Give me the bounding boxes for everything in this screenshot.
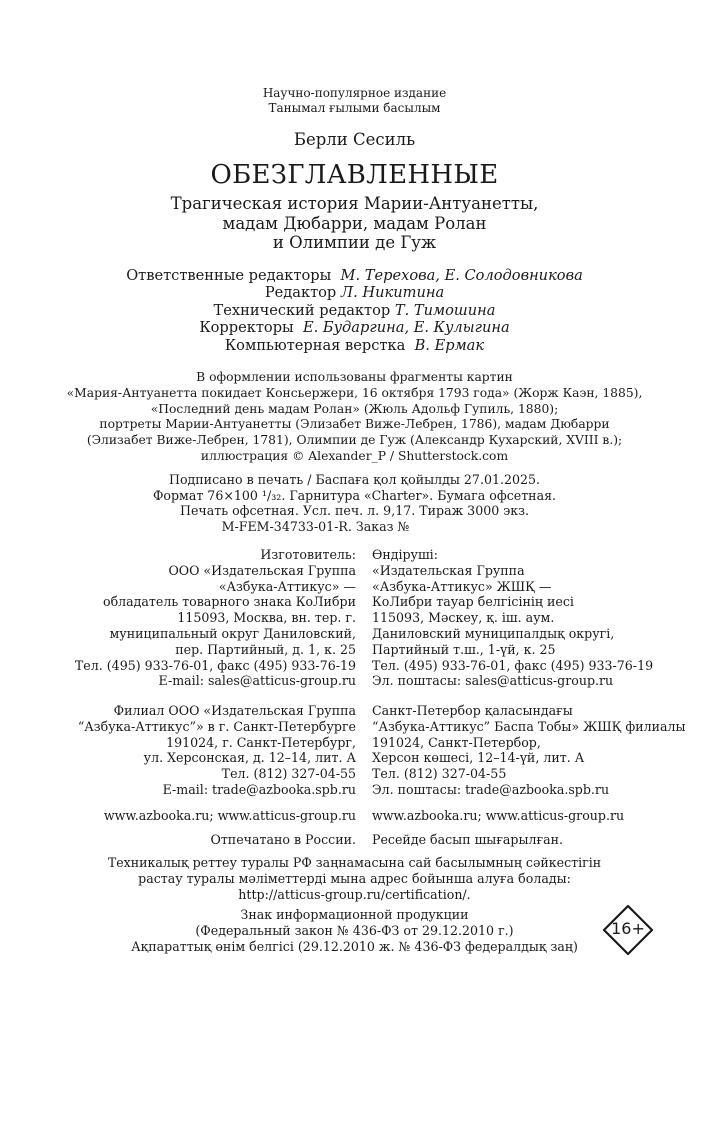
manufacturer-line: Тел. (495) 933-76-01, факс (495) 933-76-19 bbox=[372, 657, 654, 673]
sign-line: Знак информационной продукции bbox=[240, 907, 469, 922]
design-credits bbox=[0, 370, 709, 465]
credit-line bbox=[0, 267, 709, 284]
print-details bbox=[0, 472, 709, 535]
subtitle-line: мадам Дюбарри, мадам Ролан bbox=[222, 213, 487, 233]
tech-regulation bbox=[0, 855, 709, 902]
subtitle-line: Трагическая история Марии-Антуанетты, bbox=[170, 194, 539, 213]
branch-line: Санкт-Петербор қаласындағы bbox=[372, 703, 573, 718]
design-line: (Элизабет Виже-Лебрен, 1781), Олимпии де Гуж (Александр Кухарский, XVIII в.); bbox=[86, 433, 623, 448]
branch-line: Херсон көшесі, 12–14-үй, лит. А bbox=[372, 750, 585, 766]
manufacturer-email: E-mail: sales@atticus-group.ru bbox=[158, 673, 356, 689]
credit-line bbox=[0, 284, 709, 301]
branch-line: Филиал ООО «Издательская Группа bbox=[113, 703, 356, 718]
manufacturer-ru bbox=[75, 547, 356, 689]
branch-kz bbox=[372, 703, 686, 798]
branch-line: “Азбука-Аттикус”» в г. Санкт-Петербурге bbox=[77, 718, 356, 734]
print-line: Формат 76×100 ¹/₃₂. Гарнитура «Charter». Бумага офсетная. bbox=[152, 487, 557, 503]
manufacturer-line: Өндіруші: bbox=[372, 547, 438, 562]
branch-line: Тел. (812) 327-04-55 bbox=[372, 766, 507, 782]
credit-names: В. Ермак bbox=[414, 336, 485, 354]
branch-email: Эл. поштасы: trade@azbooka.spb.ru bbox=[372, 781, 610, 797]
edition-type-ru: Научно-популярное издание bbox=[262, 86, 447, 100]
credit-line bbox=[0, 337, 709, 354]
print-line bbox=[0, 519, 709, 535]
book-subtitle bbox=[0, 194, 709, 253]
print-line: Печать офсетная. Усл. печ. л. 9,17. Тираж 3000 экз. bbox=[179, 503, 530, 519]
order-number: M-FEM-34733-01-R. Заказ № bbox=[221, 519, 410, 535]
manufacturer-email: Эл. поштасы: sales@atticus-group.ru bbox=[372, 673, 614, 689]
book-title: ОБЕЗГЛАВЛЕННЫЕ bbox=[210, 160, 499, 190]
branch-line: 191024, Санкт-Петербор, bbox=[372, 734, 541, 750]
branch-email: E-mail: trade@azbooka.spb.ru bbox=[162, 781, 356, 797]
branch-line: Тел. (812) 327-04-55 bbox=[221, 766, 356, 782]
printed-in-kz: Ресейде басып шығарылған. bbox=[372, 832, 564, 847]
credit-line bbox=[0, 319, 709, 336]
sign-line: (Федеральный закон № 436-ФЗ от 29.12.2010 г.) bbox=[195, 922, 514, 938]
manufacturer-line: пер. Партийный, д. 1, к. 25 bbox=[175, 641, 356, 657]
manufacturer-line: «Издательская Группа bbox=[372, 562, 525, 578]
credit-role: Корректоры bbox=[199, 319, 294, 337]
manufacturer-line: Партийный т.ш., 1-үй, к. 25 bbox=[372, 641, 556, 657]
edition-type bbox=[0, 86, 709, 115]
age-rating-text: 16+ bbox=[611, 919, 645, 938]
branch-ru bbox=[78, 703, 356, 798]
credit-role: Технический редактор bbox=[213, 301, 391, 319]
age-rating-badge bbox=[602, 904, 654, 956]
websites-ru: www.azbooka.ru; www.atticus-group.ru bbox=[103, 808, 356, 823]
credit-names: Е. Бударгина, Е. Кулыгина bbox=[302, 319, 510, 337]
design-line: В оформлении использованы фрагменты картин bbox=[196, 370, 513, 384]
branch-line: “Азбука-Аттикус” Баспа Тобы» ЖШҚ филиалы bbox=[372, 718, 686, 734]
credit-role: Ответственные редакторы bbox=[126, 267, 332, 284]
credit-role: Редактор bbox=[264, 284, 337, 302]
subtitle-line: и Олимпии де Гуж bbox=[272, 233, 437, 252]
manufacturer-line: муниципальный округ Даниловский, bbox=[109, 625, 356, 641]
manufacturer-line: ООО «Издательская Группа bbox=[168, 562, 356, 578]
printed-in-ru: Отпечатано в России. bbox=[210, 832, 356, 847]
manufacturer-line: Тел. (495) 933-76-01, факс (495) 933-76-19 bbox=[74, 657, 356, 673]
tech-line: растау туралы мәліметтерді мына адрес бойынша алуға болады: bbox=[138, 870, 571, 886]
manufacturer-kz bbox=[372, 547, 653, 689]
manufacturer-line: Изготовитель: bbox=[260, 547, 356, 562]
design-line: портреты Марии-Антуанетты (Элизабет Виже-Лебрен, 1786), мадам Дюбарри bbox=[99, 417, 610, 432]
tech-line: Техникалық реттеу туралы РФ заңнамасына сай басылымның сәйкестігін bbox=[107, 855, 602, 870]
book-author: Берли Сесиль bbox=[293, 130, 416, 149]
sign-line: Ақпараттық өнім белгісі (29.12.2010 ж. № 436-ФЗ федералдық заң) bbox=[131, 938, 578, 954]
branch-line: ул. Херсонская, д. 12–14, лит. А bbox=[143, 750, 356, 766]
credit-names: М. Терехова, Е. Солодовникова bbox=[340, 267, 583, 284]
manufacturer-line: «Азбука-Аттикус» ЖШҚ — bbox=[372, 578, 552, 594]
manufacturer-line: 115093, Москва, вн. тер. г. bbox=[177, 610, 356, 626]
design-line: иллюстрация © Alexander_P / Shutterstock.com bbox=[200, 448, 509, 463]
manufacturer-line: КоЛибри тауар белгісінің иесі bbox=[372, 594, 574, 610]
manufacturer-line: Даниловский муниципалдық округі, bbox=[372, 625, 615, 641]
credit-names: Л. Никитина bbox=[340, 284, 445, 302]
design-line: «Последний день мадам Ролан» (Жюль Адольф Гупиль, 1880); bbox=[150, 401, 559, 416]
websites-kz: www.azbooka.ru; www.atticus-group.ru bbox=[372, 808, 625, 823]
edition-type-kz: Танымал ғылыми басылым bbox=[268, 100, 441, 115]
branch-line: 191024, г. Санкт-Петербург, bbox=[166, 734, 356, 750]
manufacturer-line: 115093, Мәскеу, қ. іш. аум. bbox=[372, 610, 555, 626]
manufacturer-line: «Азбука-Аттикус» — bbox=[218, 578, 356, 594]
manufacturer-line: обладатель товарного знака КоЛибри bbox=[102, 594, 356, 610]
print-line: Подписано в печать / Баспаға қол қойылды 27.01.2025. bbox=[168, 472, 541, 487]
certification-link: http://atticus-group.ru/certification/. bbox=[238, 886, 471, 902]
credit-names: Т. Тимошина bbox=[394, 301, 496, 319]
credit-role: Компьютерная верстка bbox=[224, 336, 406, 354]
credit-line bbox=[0, 302, 709, 319]
editorial-credits bbox=[0, 267, 709, 354]
design-line: «Мария-Антуанетта покидает Консьержери, 16 октября 1793 года» (Жорж Каэн, 1885), bbox=[66, 385, 643, 400]
